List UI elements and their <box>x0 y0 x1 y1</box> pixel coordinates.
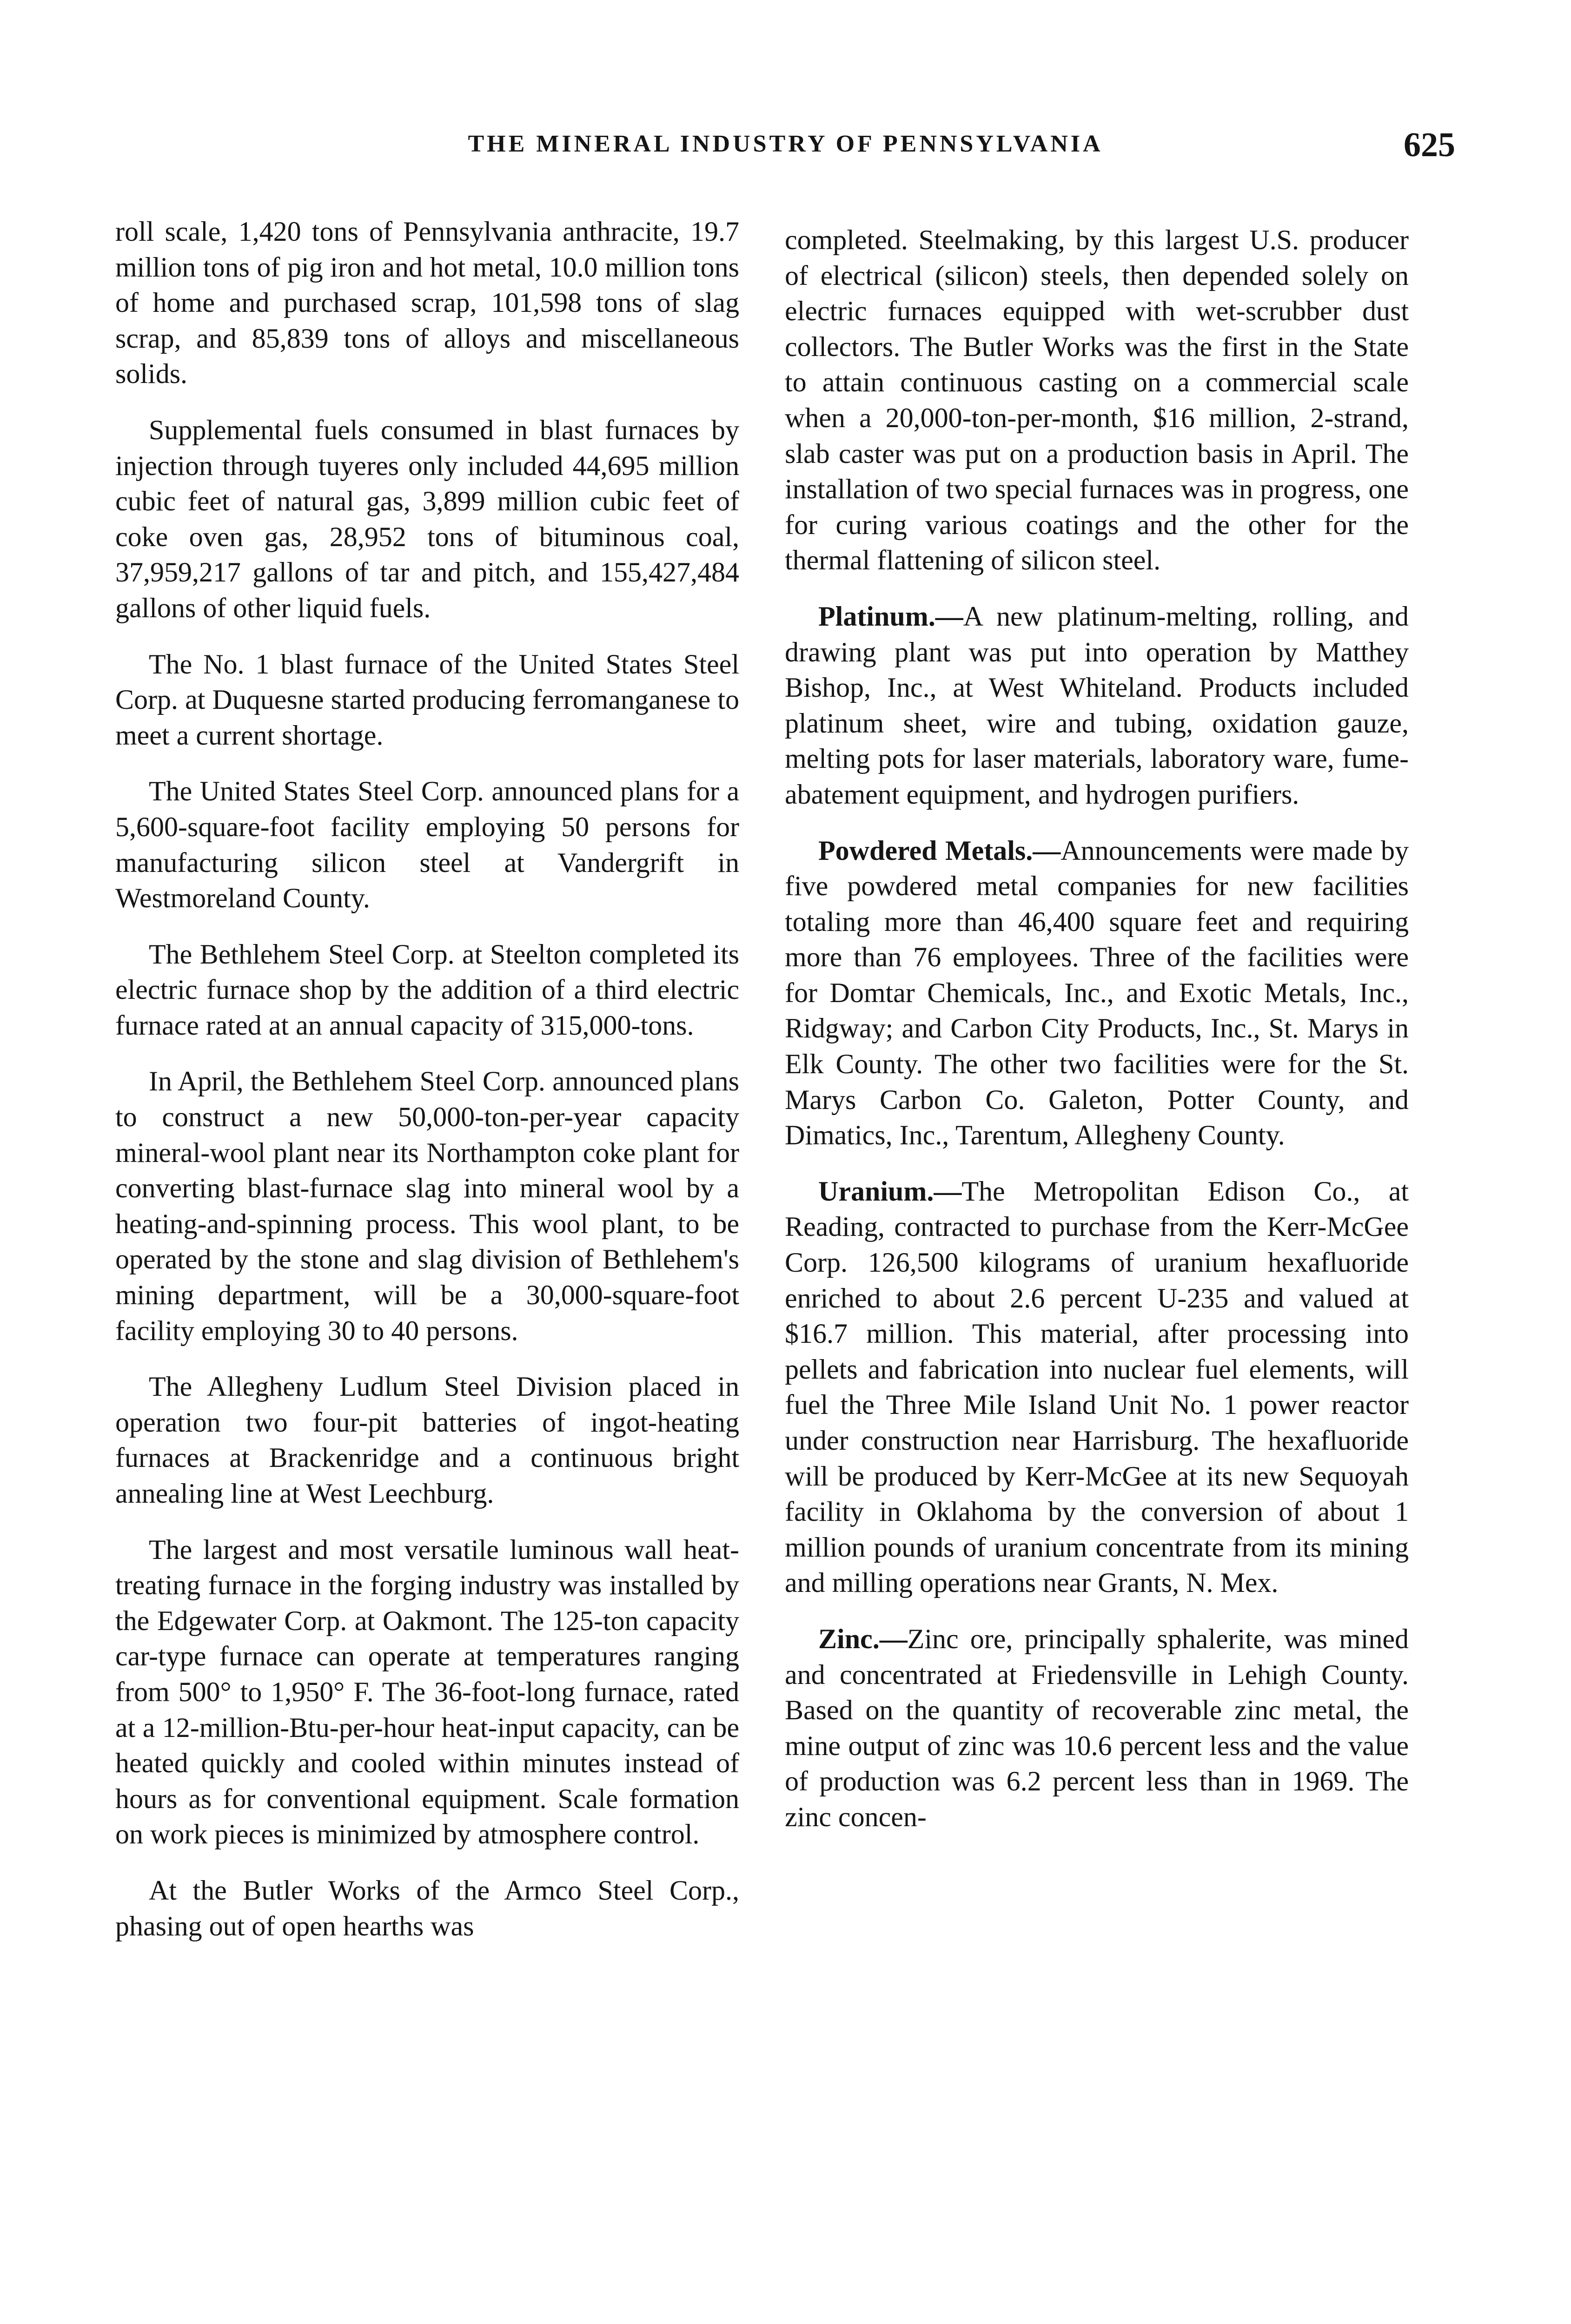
paragraph-iron-materials: roll scale, 1,420 tons of Pennsylvania anthracite, 19.7 million tons of pig iron and hot metal, 10.0 million tons of home and purchased scrap, 101,598 tons of slag scrap, and 85,839 tons of alloys and miscellaneous solids. <box>115 216 739 390</box>
section-zinc <box>785 1621 1409 1835</box>
paragraph-steelton-electric-furnace: The Bethlehem Steel Corp. at Steelton completed its electric furnace shop by the addition of a third electric furnace rated at an annual capacity of 315,000-tons. <box>115 938 739 1041</box>
section-text-zinc: Zinc ore, principally sphalerite, was mined and concentrated at Friedensville in Lehigh County. Based on the quantity of recoverable zinc metal, the mine output of zinc was 10.6 percent less and the value of production was 6.2 percent less than in 1969. The zinc concen- <box>785 1623 1409 1832</box>
paragraph-edgewater-furnace: The largest and most versatile luminous wall heat-treating furnace in the forging industry was installed by the Edgewater Corp. at Oakmont. The 125-ton capacity car-type furnace can operate at temperatures ranging from 500° to 1,950° F. The 36-foot-long furnace, rated at a 12-million-Btu-per-hour heat-input capacity, can be heated quickly and cooled within minutes instead of hours as for conventional equipment. Scale formation on work pieces is minimized by atmosphere control. <box>115 1534 739 1850</box>
paragraph-mineral-wool-plant: In April, the Bethlehem Steel Corp. announced plans to construct a new 50,000-ton-per-year capacity mineral-wool plant near its Northampton coke plant for converting blast-furnace slag into mineral wool by a heating-and-spinning process. This wool plant, to be operated by the stone and slag division of Bethlehem's mining department, will be a 30,000-square-foot facility employing 30 to 40 persons. <box>115 1066 739 1346</box>
paragraph-allegheny-ludlum: The Allegheny Ludlum Steel Division placed in operation two four-pit batteries of ingot-heating furnaces at Brackenridge and a continuous bright annealing line at West Leechburg. <box>115 1371 739 1509</box>
right-column <box>785 222 1409 1855</box>
paragraph-duquesne-furnace: The No. 1 blast furnace of the United States Steel Corp. at Duquesne started producing ferromanganese to meet a current shortage. <box>115 648 739 751</box>
section-title-zinc: Zinc.— <box>818 1623 908 1654</box>
section-title-platinum: Platinum.— <box>818 601 963 632</box>
section-text-powdered-metals: Announcements were made by five powdered metal companies for new facilities totaling more than 46,400 square feet and requiring more than 76 employees. Three of the facilities were for Domtar Chemicals, Inc., and Exotic Metals, Inc., Ridgway; and Carbon City Products, Inc., St. Marys in Elk County. The other two facilities were for the St. Marys Carbon Co. Galeton, Potter County, and Dimatics, Inc., Tarentum, Allegheny County. <box>785 835 1409 1151</box>
section-text-uranium: The Metropolitan Edison Co., at Reading, contracted to purchase from the Kerr-McGee Corp. 126,500 kilograms of uranium hexafluoride enriched to about 2.6 percent U-235 and valued at $16.7 million. This material, after processing into pellets and fabrication into nuclear fuel elements, will fuel the Three Mile Island Unit No. 1 power reactor under construction near Harrisburg. The hexafluoride will be produced by Kerr-McGee at its new Sequoyah facility in Oklahoma by the conversion of about 1 million pounds of uranium concentrate from its mining and milling operations near Grants, N. Mex. <box>785 1175 1409 1598</box>
section-title-uranium: Uranium.— <box>818 1175 962 1207</box>
paragraph-vandergrift-facility: The United States Steel Corp. announced plans for a 5,600-square-foot facility employing 50 persons for manufacturing silicon steel at Vandergrift in Westmoreland County. <box>115 776 739 914</box>
section-text-platinum: A new platinum-melting, rolling, and drawing plant was put into operation by Matthey Bishop, Inc., at West Whiteland. Products included platinum sheet, wire and tubing, oxidation gauze, melting pots for laser materials, laboratory ware, fume-abatement equipment, and hydrogen purifiers. <box>785 601 1409 810</box>
paragraph-supplemental-fuels: Supplemental fuels consumed in blast furnaces by injection through tuyeres only included 44,695 million cubic feet of natural gas, 3,899 million cubic feet of coke oven gas, 28,952 tons of bituminous coal, 37,959,217 gallons of tar and pitch, and 155,427,484 gallons of other liquid fuels. <box>115 414 739 623</box>
section-platinum <box>785 599 1409 812</box>
section-uranium <box>785 1174 1409 1601</box>
section-powdered-metals <box>785 833 1409 1153</box>
section-title-powdered-metals: Powdered Metals.— <box>818 835 1061 866</box>
paragraph-butler-works-start: At the Butler Works of the Armco Steel Corp., phasing out of open hearths was <box>115 1875 739 1941</box>
paragraph-butler-works-cont: completed. Steelmaking, by this largest U.S. producer of electrical (silicon) steels, then depended solely on electric furnaces equipped with wet-scrubber dust collectors. The Butler Works was the first in the State to attain continuous casting on a commercial scale when a 20,000-ton-per-month, $16 million, 2-strand, slab caster was put on a production basis in April. The installation of two special furnaces was in progress, one for curing various coatings and the other for the thermal flattening of silicon steel. <box>785 224 1409 576</box>
running-head: THE MINERAL INDUSTRY OF PENNSYLVANIA <box>468 131 1103 157</box>
left-column <box>115 214 739 1964</box>
page-number: 625 <box>1404 126 1455 164</box>
